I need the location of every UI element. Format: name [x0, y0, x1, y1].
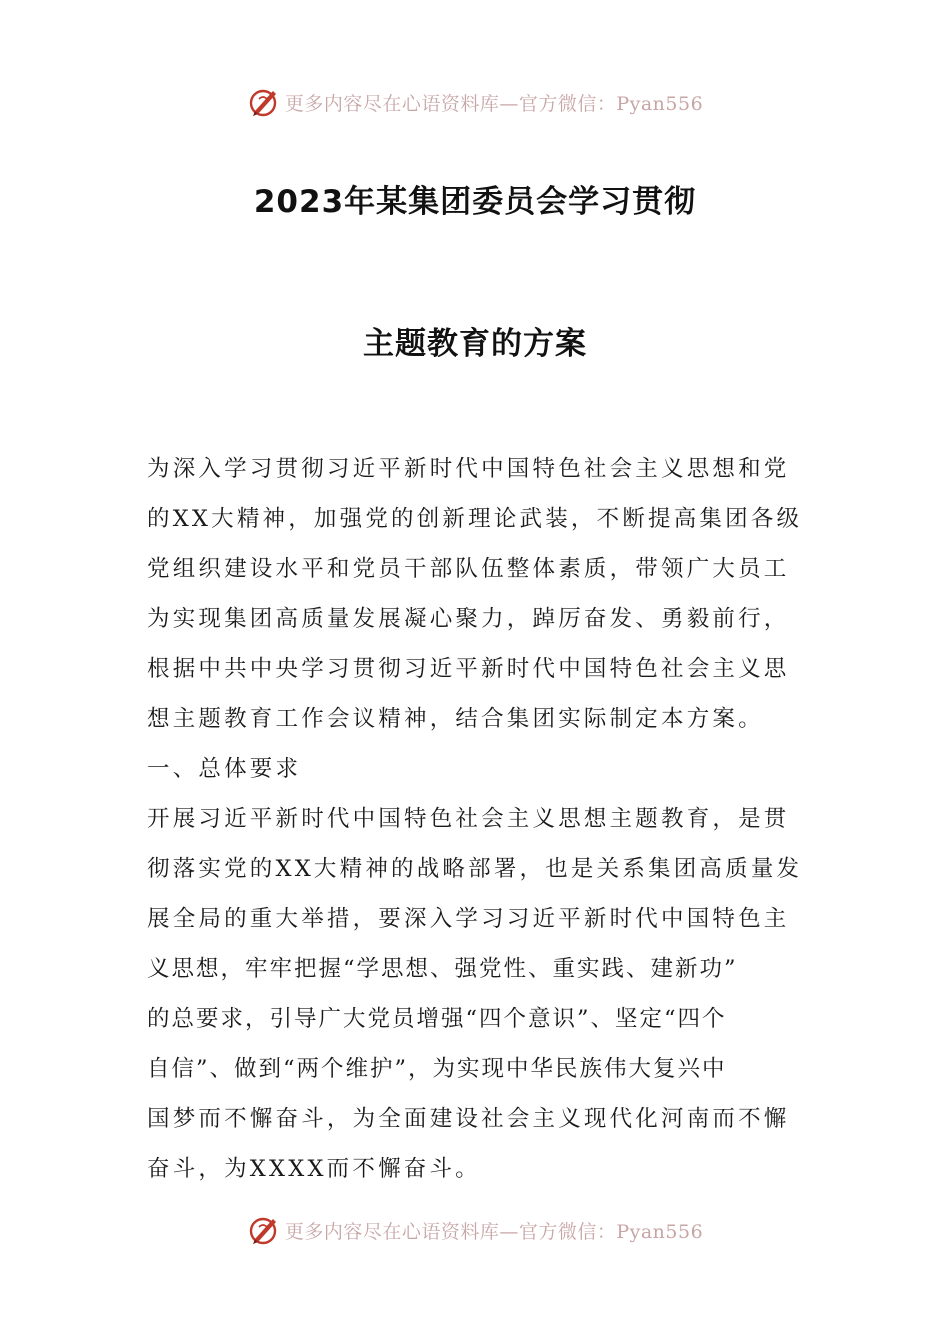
body-line: 自信”、做到“两个维护”，为实现中华民族伟大复兴中	[147, 1056, 727, 1082]
body-line: 党组织建设水平和党员干部队伍整体素质，带领广大员工	[147, 556, 790, 582]
document-title-line-2: 主题教育的方案	[363, 326, 587, 362]
body-line: 为实现集团高质量发展凝心聚力，踔厉奋发、勇毅前行，	[147, 606, 790, 632]
body-line: 国梦而不懈奋斗，为全面建设社会主义现代化河南而不懈	[147, 1106, 790, 1132]
body-line: 奋斗，为XXXX而不懈奋斗。	[147, 1156, 481, 1182]
document-body	[147, 444, 807, 1194]
body-line: 开展习近平新时代中国特色社会主义思想主题教育，是贯	[147, 806, 790, 832]
pen-circle-logo-icon	[247, 85, 281, 119]
pen-circle-logo-icon	[247, 1213, 281, 1247]
body-line: 展全局的重大举措，要深入学习习近平新时代中国特色主	[147, 906, 790, 932]
body-line: 义思想，牢牢把握“学思想、强党性、重实践、建新功”	[147, 956, 738, 982]
watermark-banner-bottom	[0, 1210, 950, 1250]
body-line: 根据中共中央学习贯彻习近平新时代中国特色社会主义思	[147, 656, 790, 682]
body-line: 的总要求，引导广大党员增强“四个意识”、坚定“四个	[147, 1006, 727, 1032]
watermark-banner-top	[0, 82, 950, 122]
body-line: 想主题教育工作会议精神，结合集团实际制定本方案。	[147, 706, 764, 732]
body-line: 彻落实党的XX大精神的战略部署，也是关系集团高质量发	[147, 856, 803, 882]
watermark-text: 更多内容尽在心语资料库—官方微信：Pyan556	[284, 92, 704, 115]
section-heading: 一、总体要求	[147, 756, 302, 782]
document-title-line-1: 2023年某集团委员会学习贯彻	[253, 184, 697, 220]
body-line: 的XX大精神，加强党的创新理论武装，不断提高集团各级	[147, 506, 803, 532]
watermark-text: 更多内容尽在心语资料库—官方微信：Pyan556	[284, 1220, 704, 1243]
body-line: 为深入学习贯彻习近平新时代中国特色社会主义思想和党	[147, 456, 790, 482]
